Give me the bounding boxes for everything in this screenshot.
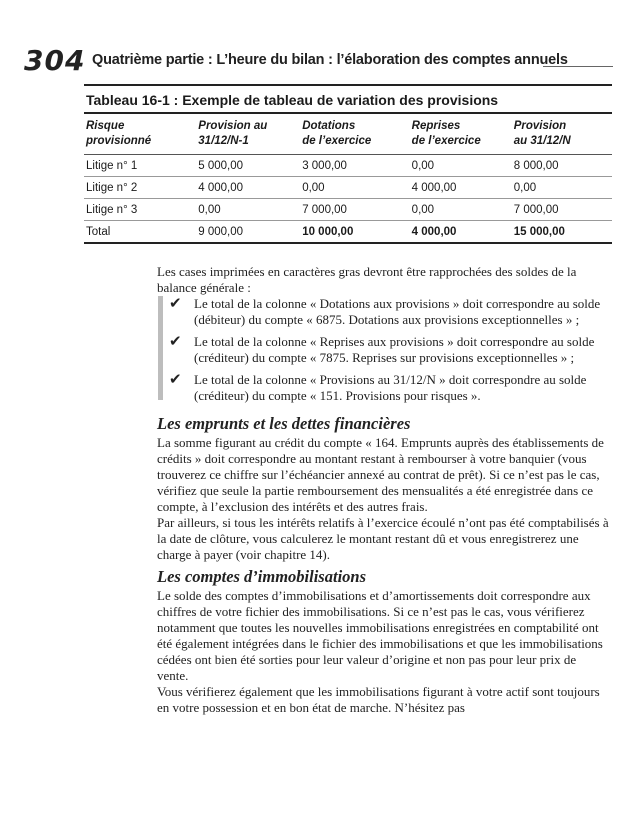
paragraph: Le solde des comptes d’immobilisations et d’amortissements doit correspondre aux chiffres de votre fichier des immobilisations. Si ce n’est pas le cas, vous vérifierez notamment que toutes les nouvelles immobilisations enregistrées en comptabilité ont été également intégrées dans le fichier des immobilisations et que les immobilisations cédées ont bien été sorties pour leur valeur d’origine et non pas pour leur prix de vente.	[157, 588, 603, 683]
table-cell: Litige n° 3	[84, 199, 196, 221]
list-item	[169, 296, 609, 328]
table-cell: 0,00	[512, 177, 612, 199]
header-line: Provision au	[198, 120, 268, 132]
header-line: de l’exercice	[302, 135, 372, 147]
table-cell-bold: 10 000,00	[300, 221, 409, 244]
header-provision-n	[512, 113, 612, 155]
check-icon: ✔	[169, 294, 182, 312]
table-cell-bold: 15 000,00	[512, 221, 612, 244]
table-cell: 4 000,00	[410, 177, 512, 199]
header-line: Provision	[513, 120, 567, 132]
paragraph: Par ailleurs, si tous les intérêts relatifs à l’exercice écoulé n’ont pas été comptabilisés à la date de clôture, vous calculerez le montant restant dû et vous enregistrerez une charge à payer (voir chapitre 14).	[157, 515, 609, 562]
section-heading-immobilisations: Les comptes d’immobilisations	[157, 567, 366, 586]
table-cell: 3 000,00	[300, 155, 409, 177]
header-provision-n-1	[196, 113, 300, 155]
intro-paragraph: Les cases imprimées en caractères gras devront être rapprochées des soldes de la balance générale :	[157, 264, 577, 295]
table-cell: Litige n° 2	[84, 177, 196, 199]
bullet-list	[157, 296, 609, 404]
header-line: Dotations	[302, 120, 356, 132]
bullet-text: Le total de la colonne « Dotations aux provisions » doit correspondre au solde (débiteur) du compte « 6875. Dotations aux provisions exceptionnelles » ;	[194, 296, 601, 327]
table-cell-bold: 4 000,00	[410, 221, 512, 244]
table-cell: 4 000,00	[196, 177, 300, 199]
header-risque	[84, 113, 196, 155]
table-cell: 0,00	[410, 199, 512, 221]
check-icon: ✔	[169, 332, 182, 350]
table-cell: 8 000,00	[512, 155, 612, 177]
list-item	[169, 334, 609, 366]
table-cell: Total	[84, 221, 196, 244]
page-header	[0, 44, 638, 77]
section-heading-emprunts: Les emprunts et les dettes financières	[157, 414, 411, 433]
table-cell: 0,00	[196, 199, 300, 221]
body-content	[157, 264, 609, 716]
header-line: 31/12/N-1	[198, 135, 249, 147]
table-row	[84, 199, 612, 221]
bullet-text: Le total de la colonne « Provisions au 31/12/N » doit correspondre au solde (créditeur) du compte « 151. Provisions pour risques ».	[194, 372, 587, 403]
list-item	[169, 372, 609, 404]
header-line: au 31/12/N	[513, 135, 571, 147]
table-total-row	[84, 221, 612, 244]
header-line: provisionné	[86, 135, 152, 147]
part-title: Quatrième partie : L’heure du bilan : l’élaboration des comptes annuels	[92, 52, 568, 68]
sidebar-bar	[158, 296, 163, 400]
bullet-text: Le total de la colonne « Reprises aux provisions » doit correspondre au solde (créditeur) du compte « 7875. Reprises sur provisions exceptionnelles » ;	[194, 334, 595, 365]
table-grid	[84, 112, 612, 244]
header-line: Risque	[86, 120, 125, 132]
check-icon: ✔	[169, 370, 182, 388]
table-header-row	[84, 113, 612, 155]
table-title: Tableau 16-1 : Exemple de tableau de variation des provisions	[86, 92, 499, 108]
header-dotations	[300, 113, 409, 155]
paragraph: Vous vérifierez également que les immobilisations figurant à votre actif sont toujours en votre possession et en bon état de marche. N’hésitez pas	[157, 684, 600, 715]
table-cell: 7 000,00	[300, 199, 409, 221]
table-cell: 9 000,00	[196, 221, 300, 244]
page-number: 304	[24, 44, 86, 77]
header-line: Reprises	[411, 120, 461, 132]
paragraph: La somme figurant au crédit du compte « 164. Emprunts auprès des établissements de crédits » doit correspondre au montant restant à rembourser à votre banquier (vous trouverez ce chiffre sur l’échéancier annexé au contrat de prêt). Si ce n’est pas le cas, vérifiez que seule la partie remboursement des mensualités a été enregistrée dans ce compte, à l’exclusion des intérêts et des autres frais.	[157, 435, 604, 514]
table-cell: 0,00	[300, 177, 409, 199]
table-cell: 0,00	[410, 155, 512, 177]
header-rule	[543, 66, 613, 67]
table-cell: 7 000,00	[512, 199, 612, 221]
table-row	[84, 155, 612, 177]
header-reprises	[410, 113, 512, 155]
table-cell: Litige n° 1	[84, 155, 196, 177]
table-row	[84, 177, 612, 199]
table-cell: 5 000,00	[196, 155, 300, 177]
header-line: de l’exercice	[411, 135, 481, 147]
provisions-table	[84, 84, 612, 244]
